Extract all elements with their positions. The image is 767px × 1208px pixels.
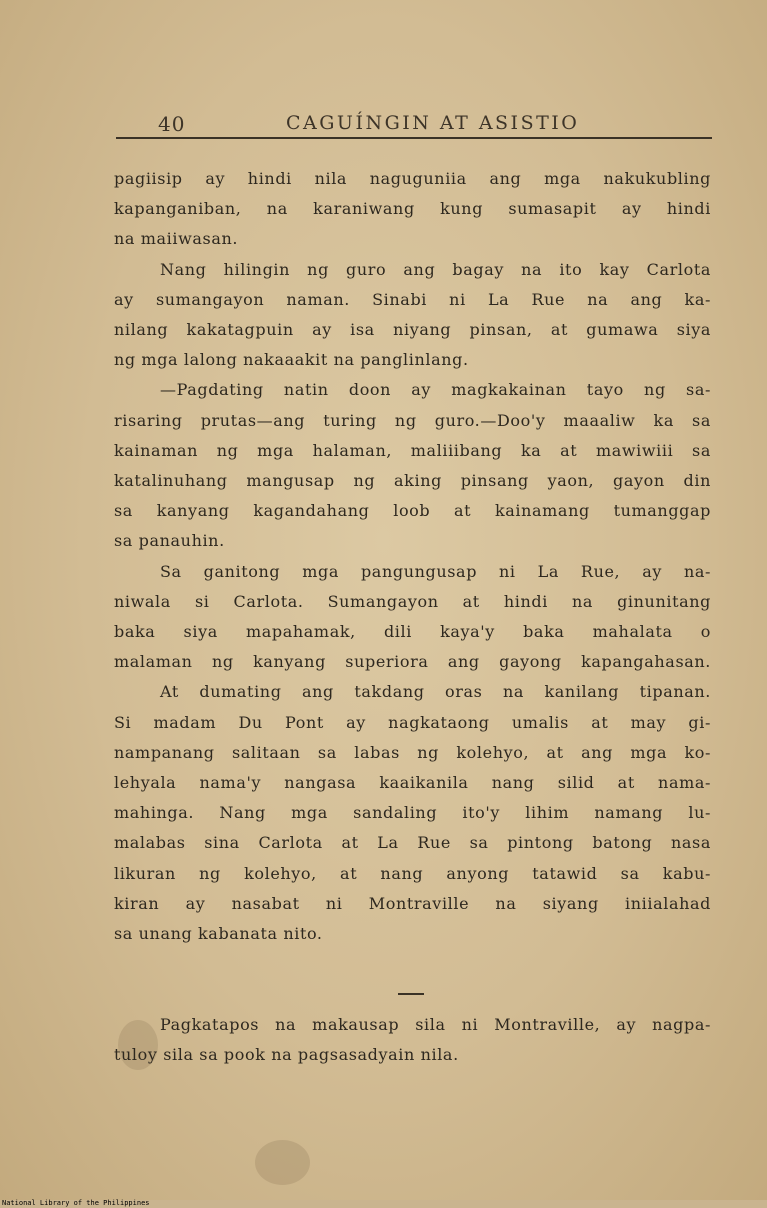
body-text bbox=[114, 164, 711, 949]
library-credit: National Library of the Philippines bbox=[2, 1199, 150, 1207]
text-line: sa panauhin. bbox=[114, 531, 225, 551]
text-line: kainaman ng mga halaman, maliiibang ka at mawiwiii sa bbox=[114, 440, 711, 460]
text-line: sa unang kabanata nito. bbox=[114, 924, 323, 944]
text-line: At dumating ang takdang oras na kanilang tipanan. bbox=[160, 682, 711, 702]
section-separator bbox=[398, 993, 424, 995]
text-line: sa kanyang kagandahang loob at kainamang tumanggap bbox=[114, 501, 711, 521]
text-line: risaring prutas—ang turing ng guro.—Doo'y maaaliw ka sa bbox=[114, 410, 711, 430]
text-line: kiran ay nasabat ni Montraville na siyang iniialahad bbox=[114, 893, 711, 913]
text-line: katalinuhang mangusap ng aking pinsang yaon, gayon din bbox=[114, 471, 711, 491]
text-line: nampanang salitaan sa labas ng kolehyo, at ang mga ko- bbox=[114, 742, 711, 762]
text-line: niwala si Carlota. Sumangayon at hindi na ginunitang bbox=[114, 591, 711, 611]
text-line: Sa ganitong mga pangungusap ni La Rue, ay na- bbox=[160, 561, 711, 581]
text-line: mahinga. Nang mga sandaling ito'y lihim namang lu- bbox=[114, 803, 711, 823]
text-line: Nang hilingin ng guro ang bagay na ito kay Carlota bbox=[160, 259, 711, 279]
page-number: 40 bbox=[158, 112, 186, 136]
closing-text bbox=[114, 1010, 711, 1070]
text-line: Pagkatapos na makausap sila ni Montraville, ay nagpa- bbox=[160, 1015, 711, 1034]
page-stain bbox=[255, 1140, 310, 1185]
text-line: Si madam Du Pont ay nagkataong umalis at may gi- bbox=[114, 712, 711, 732]
text-line: baka siya mapahamak, dili kaya'y baka mahalata o bbox=[114, 622, 711, 642]
text-line: likuran ng kolehyo, at nang anyong tatawid sa kabu- bbox=[114, 863, 711, 883]
header-rule bbox=[116, 137, 712, 139]
text-line: ng mga lalong nakaaakit na panglinlang. bbox=[114, 350, 469, 370]
text-line: —Pagdating natin doon ay magkakainan tayo ng sa- bbox=[160, 380, 711, 400]
text-line: kapanganiban, na karaniwang kung sumasapit ay hindi bbox=[114, 199, 711, 219]
text-line: pagiisip ay hindi nila naguguniia ang mga nakukubling bbox=[114, 169, 711, 188]
text-line: ay sumangayon naman. Sinabi ni La Rue na ang ka- bbox=[114, 289, 711, 309]
text-line: lehyala nama'y nangasa kaaikanila nang silid at nama- bbox=[114, 773, 711, 793]
running-title: CAGUÍNGIN AT ASISTIO bbox=[286, 112, 580, 134]
text-line: malabas sina Carlota at La Rue sa pintong batong nasa bbox=[114, 833, 711, 853]
text-line: na maiiwasan. bbox=[114, 229, 239, 249]
text-line: tuloy sila sa pook na pagsasadyain nila. bbox=[114, 1045, 459, 1065]
text-line: malaman ng kanyang superiora ang gayong kapangahasan. bbox=[114, 652, 711, 672]
text-line: nilang kakatagpuin ay isa niyang pinsan, at gumawa siya bbox=[114, 320, 711, 340]
page-header bbox=[118, 108, 710, 136]
